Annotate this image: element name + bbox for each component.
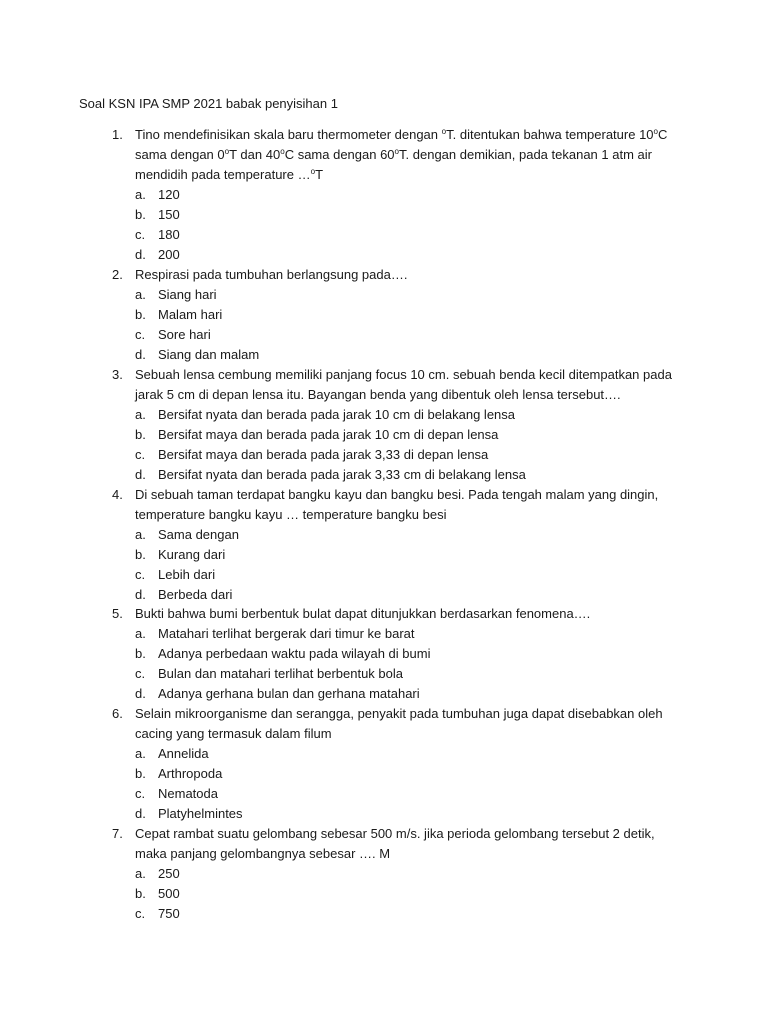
option-letter: b.: [135, 307, 146, 322]
option-letter: d.: [135, 587, 146, 602]
question-3: [112, 365, 672, 485]
option-letter: c.: [135, 906, 146, 921]
option-text: Adanya perbedaan waktu pada wilayah di bumi: [158, 646, 431, 661]
option-text: Bulan dan matahari terlihat berbentuk bola: [158, 666, 403, 681]
option-letter: b.: [135, 886, 146, 901]
question-5: [112, 604, 672, 704]
question-number: 1.: [112, 127, 123, 142]
option-text: Siang dan malam: [158, 347, 260, 362]
option-text: 500: [158, 886, 180, 901]
answer-option: [112, 245, 672, 265]
option-letter: c.: [135, 567, 146, 582]
option-letter: b.: [135, 207, 146, 222]
option-text: Lebih dari: [158, 567, 216, 582]
option-text: 750: [158, 906, 180, 921]
question-4: [112, 485, 672, 605]
answer-option: [112, 445, 672, 465]
option-letter: b.: [135, 766, 146, 781]
option-text: Annelida: [158, 746, 209, 761]
option-letter: a.: [135, 527, 146, 542]
answer-option: [112, 664, 672, 684]
answer-option: [112, 465, 672, 485]
answer-option: [112, 565, 672, 585]
option-text: Arthropoda: [158, 766, 223, 781]
option-letter: c.: [135, 666, 146, 681]
option-letter: c.: [135, 786, 146, 801]
question-number: 4.: [112, 487, 123, 502]
question-number: 7.: [112, 826, 123, 841]
question-7: [112, 824, 672, 924]
answer-option: [112, 545, 672, 565]
option-text: Sama dengan: [158, 527, 239, 542]
question-text: Respirasi pada tumbuhan berlangsung pada….: [135, 267, 408, 282]
answer-option: [112, 804, 672, 824]
option-letter: d.: [135, 347, 146, 362]
question-text: Bukti bahwa bumi berbentuk bulat dapat ditunjukkan berdasarkan fenomena….: [135, 606, 591, 621]
option-letter: d.: [135, 806, 146, 821]
option-text: 150: [158, 207, 180, 222]
answer-option: [112, 205, 672, 225]
option-letter: a.: [135, 287, 146, 302]
option-text: Kurang dari: [158, 547, 226, 562]
option-text: Platyhelmintes: [158, 806, 243, 821]
option-letter: b.: [135, 427, 146, 442]
answer-option: [112, 644, 672, 664]
option-text: 180: [158, 227, 180, 242]
question-text: Cepat rambat suatu gelombang sebesar 500 m/s. jika perioda gelombang tersebut 2 detik, maka panjang gelombangnya sebesar …. M: [135, 826, 655, 861]
answer-option: [112, 624, 672, 644]
option-text: Bersifat maya dan berada pada jarak 10 cm di depan lensa: [158, 427, 499, 442]
option-letter: d.: [135, 247, 146, 262]
question-text: Sebuah lensa cembung memiliki panjang focus 10 cm. sebuah benda kecil ditempatkan pada jarak 5 cm di depan lensa itu. Bayangan benda yang dibentuk oleh lensa tersebut….: [135, 367, 672, 402]
answer-option: [112, 425, 672, 445]
answer-option: [112, 904, 672, 924]
option-letter: c.: [135, 227, 146, 242]
option-letter: b.: [135, 547, 146, 562]
option-text: 250: [158, 866, 180, 881]
answer-option: [112, 185, 672, 205]
question-number: 2.: [112, 267, 123, 282]
option-letter: b.: [135, 646, 146, 661]
answer-option: [112, 305, 672, 325]
option-text: Adanya gerhana bulan dan gerhana matahari: [158, 686, 420, 701]
option-letter: c.: [135, 447, 146, 462]
answer-option: [112, 744, 672, 764]
question-text: Di sebuah taman terdapat bangku kayu dan bangku besi. Pada tengah malam yang dingin, temperature bangku kayu … temperature bangku besi: [135, 487, 659, 522]
option-text: Nematoda: [158, 786, 218, 801]
question-number: 5.: [112, 606, 123, 621]
question-number: 6.: [112, 706, 123, 721]
answer-option: [112, 585, 672, 605]
option-text: Bersifat nyata dan berada pada jarak 3,33 cm di belakang lensa: [158, 467, 526, 482]
option-text: Sore hari: [158, 327, 211, 342]
answer-option: [112, 864, 672, 884]
option-letter: a.: [135, 187, 146, 202]
question-number: 3.: [112, 367, 123, 382]
option-letter: a.: [135, 866, 146, 881]
option-letter: a.: [135, 407, 146, 422]
option-text: 200: [158, 247, 180, 262]
option-text: Bersifat nyata dan berada pada jarak 10 cm di belakang lensa: [158, 407, 516, 422]
option-text: 120: [158, 187, 180, 202]
option-text: Malam hari: [158, 307, 223, 322]
option-text: Siang hari: [158, 287, 217, 302]
question-text: Selain mikroorganisme dan serangga, penyakit pada tumbuhan juga dapat disebabkan oleh cacing yang termasuk dalam filum: [135, 706, 663, 741]
answer-option: [112, 764, 672, 784]
answer-option: [112, 784, 672, 804]
answer-option: [112, 684, 672, 704]
option-text: Berbeda dari: [158, 587, 233, 602]
option-letter: a.: [135, 626, 146, 641]
answer-option: [112, 884, 672, 904]
option-letter: d.: [135, 467, 146, 482]
option-letter: d.: [135, 686, 146, 701]
answer-option: [112, 225, 672, 245]
answer-option: [112, 325, 672, 345]
question-2: [112, 265, 672, 365]
option-letter: a.: [135, 746, 146, 761]
answer-option: [112, 525, 672, 545]
question-1: [112, 125, 672, 265]
document-title: Soal KSN IPA SMP 2021 babak penyisihan 1: [79, 96, 338, 111]
option-text: Bersifat maya dan berada pada jarak 3,33 di depan lensa: [158, 447, 489, 462]
option-letter: c.: [135, 327, 146, 342]
answer-option: [112, 405, 672, 425]
answer-option: [112, 285, 672, 305]
option-text: Matahari terlihat bergerak dari timur ke barat: [158, 626, 415, 641]
question-6: [112, 704, 672, 824]
question-text: Tino mendefinisikan skala baru thermometer dengan $^o$T. ditentukan bahwa temperature 10$^o$C sama dengan 0$^o$T dan 40$^o$C sama dengan 60$^o$T. dengan demikian, pada tekanan 1 atm air mendidih pada temperature …$^o$T: [135, 127, 668, 182]
answer-option: [112, 345, 672, 365]
